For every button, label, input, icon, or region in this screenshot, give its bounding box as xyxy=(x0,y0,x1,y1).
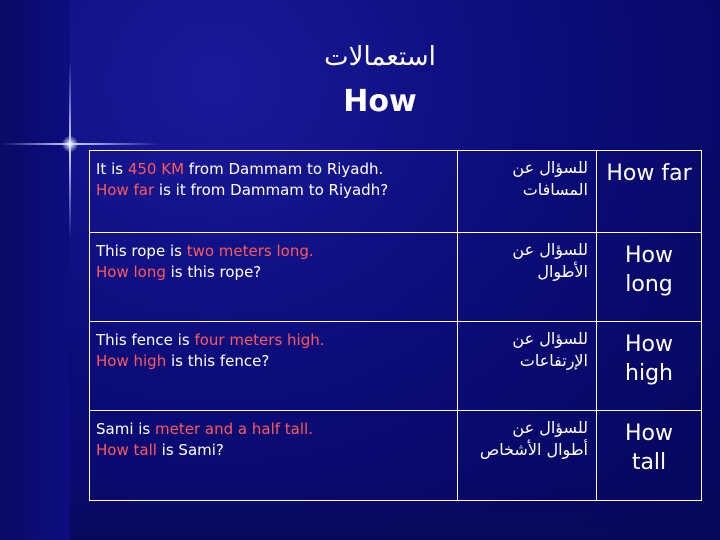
arabic-usage-text: المسافات xyxy=(522,180,588,199)
sentence-text: This fence is xyxy=(96,331,195,349)
sentence-text: This rope is xyxy=(96,242,187,260)
highlighted-text: How tall xyxy=(96,441,157,459)
example-sentence-cell xyxy=(90,322,458,411)
question-phrase-text: high xyxy=(625,361,673,386)
highlighted-text: How high xyxy=(96,352,167,370)
slide-title-arabic: استعمالات xyxy=(324,42,436,72)
table-row xyxy=(90,322,702,411)
highlighted-text: two meters long. xyxy=(186,242,314,260)
example-sentence-cell xyxy=(90,151,458,233)
how-usage-table xyxy=(89,150,702,501)
arabic-usage-cell xyxy=(458,411,597,501)
statement-line xyxy=(96,159,453,180)
sentence-text: Sami xyxy=(96,420,134,438)
question-phrase-text: How xyxy=(625,243,673,268)
sentence-text: is this rope? xyxy=(165,263,262,281)
arabic-usage-cell xyxy=(458,233,597,322)
table-row xyxy=(90,411,702,501)
example-sentence-cell xyxy=(90,233,458,322)
arabic-usage-text: للسؤال عن xyxy=(512,418,588,437)
question-phrase-cell xyxy=(597,322,702,411)
arabic-usage-text: للسؤال عن xyxy=(512,329,588,348)
sparkle-star-icon xyxy=(62,136,78,152)
left-background-band xyxy=(0,0,70,540)
slide-title-english: How xyxy=(343,84,417,119)
question-line xyxy=(96,262,453,283)
arabic-usage-cell xyxy=(458,151,597,233)
arabic-usage-text: الإرتفاعات xyxy=(519,351,588,370)
question-line xyxy=(96,180,453,201)
sentence-text: is this fence? xyxy=(166,352,270,370)
example-sentence-cell xyxy=(90,411,458,501)
table-row xyxy=(90,233,702,322)
question-phrase-cell xyxy=(597,151,702,233)
highlighted-text: four meters high. xyxy=(194,331,325,349)
question-line xyxy=(96,351,453,372)
question-phrase-text: How xyxy=(625,421,673,446)
sentence-text: is it from Dammam to Riyadh? xyxy=(154,181,389,199)
statement-line xyxy=(96,330,453,351)
sentence-text: is xyxy=(133,420,156,438)
sentence-text: is Sami? xyxy=(156,441,224,459)
sentence-text: from Dammam to Riyadh. xyxy=(184,160,384,178)
arabic-usage-text: للسؤال عن xyxy=(512,158,588,177)
arabic-usage-cell xyxy=(458,322,597,411)
question-phrase-cell xyxy=(597,411,702,501)
highlighted-text: 450 KM xyxy=(127,160,185,178)
sparkle-horizontal-ray xyxy=(0,143,160,145)
table-row xyxy=(90,151,702,233)
highlighted-text: meter and a half tall. xyxy=(155,420,313,438)
question-phrase-text: How xyxy=(625,332,673,357)
arabic-usage-text: الأطوال xyxy=(537,262,588,281)
arabic-usage-text: للسؤال عن xyxy=(512,240,588,259)
highlighted-text: How long xyxy=(96,263,166,281)
question-line xyxy=(96,440,453,461)
question-phrase-text: How far xyxy=(606,161,692,186)
highlighted-text: How far xyxy=(96,181,155,199)
statement-line xyxy=(96,419,453,440)
question-phrase-text: long xyxy=(625,272,673,297)
question-phrase-text: tall xyxy=(631,450,667,475)
question-phrase-cell xyxy=(597,233,702,322)
sentence-text: It is xyxy=(96,160,128,178)
arabic-usage-text: أطوال الأشخاص xyxy=(479,440,588,459)
statement-line xyxy=(96,241,453,262)
